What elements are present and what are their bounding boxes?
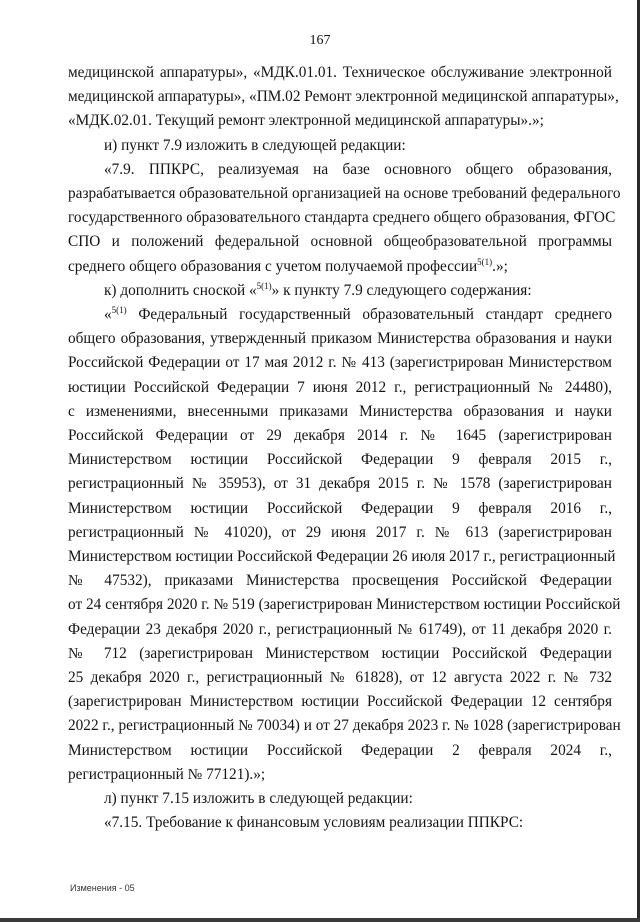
text-line: л) пункт 7.15 изложить в следующей редакции: bbox=[104, 790, 413, 808]
text-line: Министерством юстиции Российской Федерации 9 февраля 2016 г., bbox=[68, 499, 612, 517]
page-number: 167 bbox=[309, 33, 331, 48]
text-line: «МДК.02.01. Текущий ремонт электронной медицинской аппаратуры».»; bbox=[68, 112, 544, 130]
text-line: Министерством юстиции Российской Федерации 9 февраля 2015 г., bbox=[68, 451, 612, 469]
footer-code: Изменения - 05 bbox=[70, 883, 135, 893]
text-line: и) пункт 7.9 изложить в следующей редакции: bbox=[104, 136, 406, 154]
text-line: общего образования, утвержденный приказом Министерства образования и науки bbox=[68, 330, 612, 348]
text-line: среднего общего образования с учетом получаемой профессии$^{5(1)}$.»; bbox=[68, 256, 508, 275]
text-line: 2022 г., регистрационный № 70034) и от 27 декабря 2023 г. № 1028 (зарегистрирован bbox=[68, 717, 621, 735]
footnote-marker: 5(1) bbox=[256, 280, 272, 291]
text-line: регистрационный № 35953), от 31 декабря 2015 г. № 1578 (зарегистрирован bbox=[68, 475, 612, 493]
text-line: разрабатывается образовательной организацией на основе требований федерального bbox=[68, 185, 621, 203]
text-line: государственного образовательного стандарта среднего общего образования, ФГОС bbox=[68, 209, 616, 227]
text-line: Российской Федерации от 29 декабря 2014 г. № 1645 (зарегистрирован bbox=[68, 427, 612, 445]
text-line: медицинской аппаратуры», «МДК.01.01. Техническое обслуживание электронной bbox=[68, 64, 612, 81]
scan-bottom-edge bbox=[0, 918, 640, 922]
text-line: «7.15. Требование к финансовым условиям реализации ППКРС: bbox=[104, 814, 524, 832]
text-line: медицинской аппаратуры», «ПМ.02 Ремонт электронной медицинской аппаратуры», bbox=[68, 88, 619, 106]
text-line: Российской Федерации от 17 мая 2012 г. № 413 (зарегистрирован Министерством bbox=[68, 354, 612, 372]
text-line: Федерации 23 декабря 2020 г., регистрационный № 61749), от 11 декабря 2020 г. bbox=[68, 620, 612, 638]
text-line: регистрационный № 41020), от 29 июня 2017 г. № 613 (зарегистрирован bbox=[68, 523, 612, 541]
document-body bbox=[68, 61, 621, 836]
footnote-marker: 5(1) bbox=[477, 256, 493, 267]
text-line: к) дополнить сноской «$^{5(1)}$» к пункту 7.9 следующего содержания: bbox=[104, 280, 532, 299]
text-line: (зарегистрирован Министерством юстиции Российской Федерации 12 сентября bbox=[68, 693, 612, 711]
text-line: регистрационный № 77121).»; bbox=[68, 765, 266, 783]
text-line: 25 декабря 2020 г., регистрационный № 61828), от 12 августа 2022 г. № 732 bbox=[68, 669, 612, 687]
text-line: «7.9. ППКРС, реализуемая на базе основного общего образования, bbox=[104, 160, 612, 178]
text-line: «$^{5(1)}$ Федеральный государственный образовательный стандарт среднего bbox=[104, 304, 612, 324]
text-line: с изменениями, внесенными приказами Министерства образования и науки bbox=[68, 402, 612, 420]
text-line: № 47532), приказами Министерства просвещения Российской Федерации bbox=[68, 572, 612, 590]
footnote-marker: 5(1) bbox=[111, 304, 127, 315]
text-line: СПО и положений федеральной основной общеобразовательной программы bbox=[68, 233, 612, 251]
text-line: Министерством юстиции Российской Федерации 2 февраля 2024 г., bbox=[68, 741, 612, 759]
text-line: юстиции Российской Федерации 7 июня 2012 г., регистрационный № 24480), bbox=[68, 378, 612, 396]
text-line: Министерством юстиции Российской Федерации 26 июля 2017 г., регистрационный bbox=[68, 548, 616, 566]
text-line: № 712 (зарегистрирован Министерством юстиции Российской Федерации bbox=[68, 644, 612, 662]
text-line: от 24 сентября 2020 г. № 519 (зарегистрирован Министерством юстиции Российской bbox=[68, 596, 621, 614]
